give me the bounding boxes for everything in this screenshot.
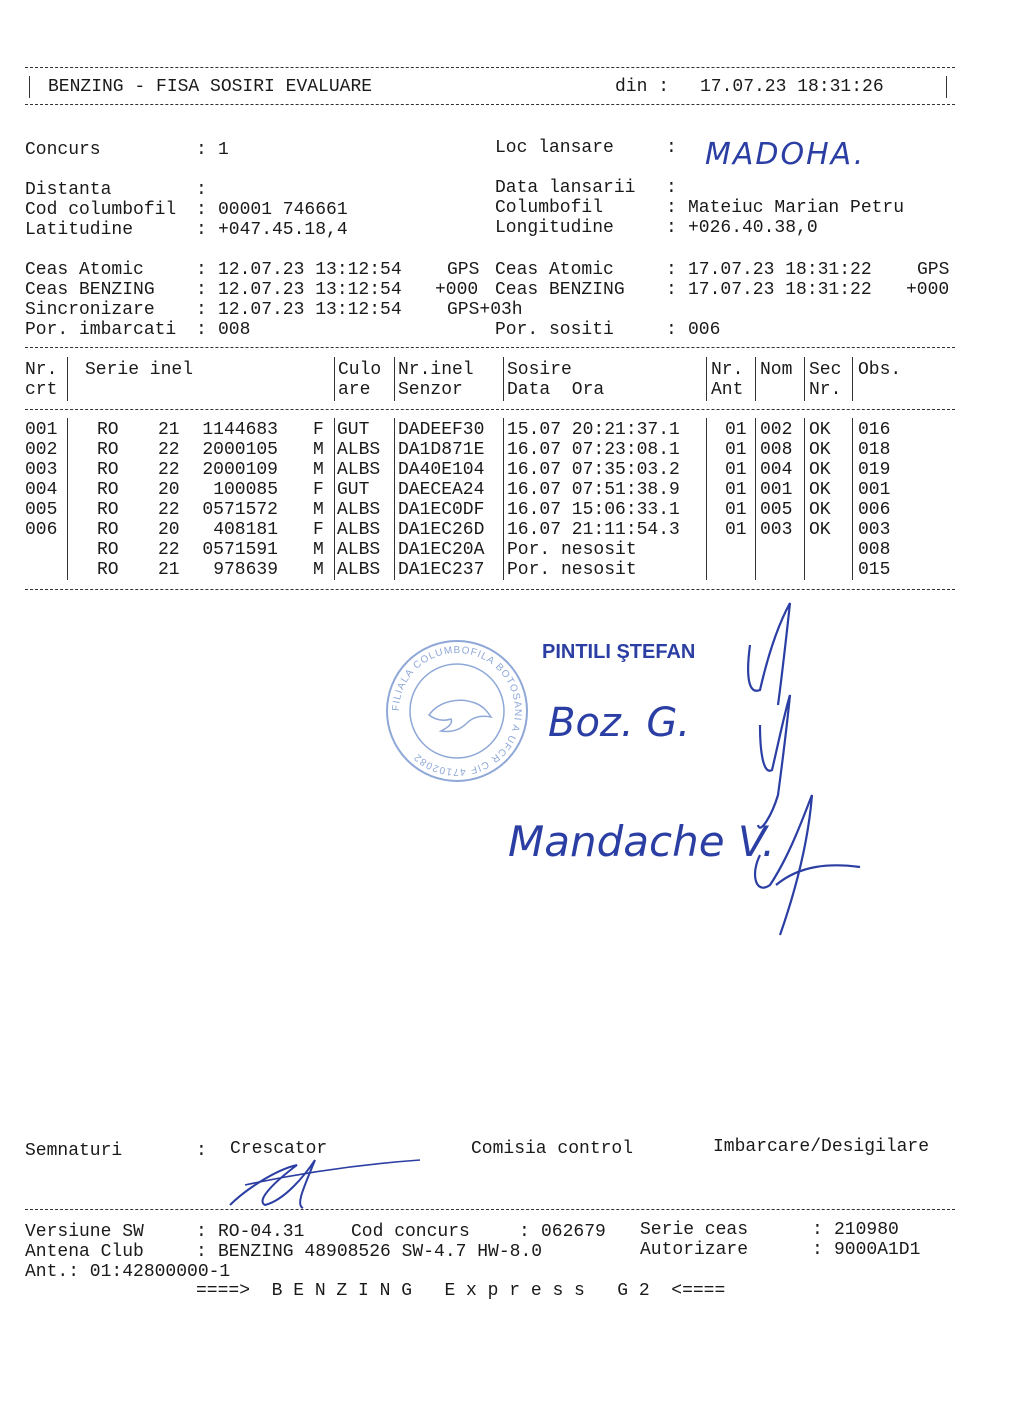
cell-inel: 1144683 xyxy=(202,420,278,440)
por-imbarcati-label: Por. imbarcati xyxy=(25,320,177,340)
loc-lansare-colon: : xyxy=(666,138,677,158)
cell-nr: 001 xyxy=(25,420,58,440)
header-top-rule xyxy=(25,67,955,68)
cell-senzor: DADEEF30 xyxy=(398,420,485,440)
columbofil-value: Mateiuc Marian Petru xyxy=(688,198,905,218)
ceas-atomic-end-suffix: GPS xyxy=(917,260,950,280)
col-ant-header-2: Ant xyxy=(711,380,744,400)
cell-an: 21 xyxy=(158,420,180,440)
columbofil-colon: : xyxy=(666,198,677,218)
autorizare-colon: : xyxy=(812,1240,823,1260)
loc-lansare-label: Loc lansare xyxy=(495,138,614,158)
cell-ant: 01 xyxy=(725,420,747,440)
ceas-atomic-start-label: Ceas Atomic xyxy=(25,260,144,280)
body-sep-4 xyxy=(503,418,504,580)
cell-an: 22 xyxy=(158,440,180,460)
latitudine-label: Latitudine xyxy=(25,220,134,240)
semnaturi-colon: : xyxy=(196,1141,207,1161)
col-senzor-header: Nr.inel xyxy=(398,360,474,380)
col-nr-header: Nr. xyxy=(25,360,58,380)
ceas-benzing-end-value: 17.07.23 18:31:22 xyxy=(688,280,872,300)
serie-ceas-value: 210980 xyxy=(834,1220,899,1240)
round-seal-stamp xyxy=(383,637,531,785)
col-sosire-header-2: Data Ora xyxy=(507,380,605,400)
cell-ant: 01 xyxy=(725,480,747,500)
cell-tara: RO xyxy=(97,500,119,520)
ceas-benzing-end-suffix: +000 xyxy=(906,280,950,300)
col-serie-header: Serie inel xyxy=(85,360,194,380)
sincronizare-label: Sincronizare xyxy=(25,300,155,320)
ceas-benzing-start-colon: : xyxy=(196,280,207,300)
latitudine-value: +047.45.18,4 xyxy=(218,220,348,240)
cell-senzor: DA40E104 xyxy=(398,460,485,480)
cell-obs: 006 xyxy=(858,500,891,520)
cell-nom: 002 xyxy=(760,420,793,440)
cod-concurs-value: 062679 xyxy=(541,1222,606,1242)
ant-line: Ant.: 01:42800000-1 xyxy=(25,1262,231,1282)
cell-tara: RO xyxy=(97,460,119,480)
cod-columbofil-label: Cod columbofil xyxy=(25,200,177,220)
cell-sosire: Por. nesosit xyxy=(507,560,637,580)
crescator-signature xyxy=(225,1150,425,1215)
cell-senzor: DAECEA24 xyxy=(398,480,485,500)
cell-sec: OK xyxy=(809,460,831,480)
body-sep-7 xyxy=(804,418,805,580)
distanta-label: Distanta xyxy=(25,180,112,200)
col-culoare-header-2: are xyxy=(338,380,371,400)
cell-an: 20 xyxy=(158,520,180,540)
cell-sec: OK xyxy=(809,480,831,500)
cell-sec: OK xyxy=(809,500,831,520)
cell-senzor: DA1D871E xyxy=(398,440,485,460)
cell-obs: 008 xyxy=(858,540,891,560)
antena-colon: : xyxy=(196,1242,207,1262)
serie-ceas-colon: : xyxy=(812,1220,823,1240)
cell-sosire: 16.07 21:11:54.3 xyxy=(507,520,680,540)
body-sep-1 xyxy=(67,418,68,580)
col-sec-header: Sec xyxy=(809,360,842,380)
autorizare-value: 9000A1D1 xyxy=(834,1240,921,1260)
concurs-value: 1 xyxy=(218,140,229,160)
cell-nr: 002 xyxy=(25,440,58,460)
longitudine-colon: : xyxy=(666,218,677,238)
ceas-benzing-end-colon: : xyxy=(666,280,677,300)
concurs-colon: : xyxy=(196,140,207,160)
ceas-benzing-end-label: Ceas BENZING xyxy=(495,280,625,300)
cell-sosire: 15.07 20:21:37.1 xyxy=(507,420,680,440)
hdr-sep-7 xyxy=(804,357,805,401)
table-header-rule xyxy=(25,409,955,410)
hdr-sep-2 xyxy=(334,357,335,401)
ceas-atomic-start-colon: : xyxy=(196,260,207,280)
col-obs-header: Obs. xyxy=(858,360,902,380)
col-sosire-header: Sosire xyxy=(507,360,572,380)
table-top-rule xyxy=(25,347,955,348)
body-sep-5 xyxy=(706,418,707,580)
body-sep-6 xyxy=(755,418,756,580)
cell-obs: 015 xyxy=(858,560,891,580)
ceas-benzing-start-suffix: +000 xyxy=(435,280,479,300)
columbofil-label: Columbofil xyxy=(495,198,604,218)
header-left-border xyxy=(29,76,30,98)
stamp-name: PINTILI ŞTEFAN xyxy=(542,641,696,663)
data-lansarii-colon: : xyxy=(666,178,677,198)
brand-line: ====> B E N Z I N G E x p r e s s G 2 <==== xyxy=(196,1281,726,1301)
header-bottom-rule xyxy=(25,104,955,105)
header-din-value: 17.07.23 18:31:26 xyxy=(700,77,884,97)
cell-tara: RO xyxy=(97,420,119,440)
cell-ant: 01 xyxy=(725,520,747,540)
antena-label: Antena Club xyxy=(25,1242,144,1262)
cell-senzor: DA1EC237 xyxy=(398,560,485,580)
cell-inel: 0571591 xyxy=(202,540,278,560)
body-sep-8 xyxy=(852,418,853,580)
body-sep-3 xyxy=(394,418,395,580)
ceas-benzing-start-value: 12.07.23 13:12:54 xyxy=(218,280,402,300)
cell-tara: RO xyxy=(97,540,119,560)
cell-sex: M xyxy=(313,540,324,560)
por-sositi-label: Por. sositi xyxy=(495,320,614,340)
ceas-benzing-start-label: Ceas BENZING xyxy=(25,280,155,300)
cell-sex: M xyxy=(313,500,324,520)
cell-sex: F xyxy=(313,520,324,540)
cell-an: 22 xyxy=(158,500,180,520)
col-senzor-header-2: Senzor xyxy=(398,380,463,400)
cell-culoare: ALBS xyxy=(337,540,381,560)
cell-nr: 004 xyxy=(25,480,58,500)
cell-sosire: Por. nesosit xyxy=(507,540,637,560)
cell-tara: RO xyxy=(97,520,119,540)
cell-nom: 004 xyxy=(760,460,793,480)
cell-senzor: DA1EC0DF xyxy=(398,500,485,520)
latitudine-colon: : xyxy=(196,220,207,240)
signature-scribbles xyxy=(720,595,880,940)
document-title: BENZING - FISA SOSIRI EVALUARE xyxy=(48,77,373,97)
distanta-colon: : xyxy=(196,180,207,200)
cell-obs: 019 xyxy=(858,460,891,480)
signature-boz: Boz. G. xyxy=(548,700,691,746)
cell-culoare: GUT xyxy=(337,480,370,500)
table-bottom-rule xyxy=(25,589,955,590)
hdr-sep-1 xyxy=(67,357,68,401)
col-nom-header: Nom xyxy=(760,360,793,380)
header-right-border xyxy=(946,76,947,98)
signature-mandache: Mandache V. xyxy=(508,817,776,866)
semnaturi-label: Semnaturi xyxy=(25,1141,123,1161)
hdr-sep-4 xyxy=(503,357,504,401)
cell-inel: 0571572 xyxy=(202,500,278,520)
hdr-sep-6 xyxy=(755,357,756,401)
cell-culoare: ALBS xyxy=(337,560,381,580)
cell-nr: 003 xyxy=(25,460,58,480)
sincronizare-colon: : xyxy=(196,300,207,320)
ceas-atomic-start-value: 12.07.23 13:12:54 xyxy=(218,260,402,280)
header-din-label: din : xyxy=(615,77,670,97)
cell-inel: 408181 xyxy=(213,520,278,540)
col-nr-header-2: crt xyxy=(25,380,58,400)
sincronizare-suffix: GPS+03h xyxy=(447,300,523,320)
cell-senzor: DA1EC26D xyxy=(398,520,485,540)
cell-culoare: GUT xyxy=(337,420,370,440)
cell-nom: 001 xyxy=(760,480,793,500)
loc-lansare-handwritten: MADOHA. xyxy=(705,137,866,172)
longitudine-value: +026.40.38,0 xyxy=(688,218,818,238)
cell-obs: 003 xyxy=(858,520,891,540)
cell-sec: OK xyxy=(809,420,831,440)
cell-sosire: 16.07 07:51:38.9 xyxy=(507,480,680,500)
cell-sosire: 16.07 15:06:33.1 xyxy=(507,500,680,520)
por-sositi-colon: : xyxy=(666,320,677,340)
cell-sex: F xyxy=(313,480,324,500)
crescator-label: Crescator xyxy=(230,1139,328,1159)
ceas-atomic-start-suffix: GPS xyxy=(447,260,480,280)
col-ant-header: Nr. xyxy=(711,360,744,380)
autorizare-label: Autorizare xyxy=(640,1240,749,1260)
seal-text: FILIALA COLUMBOFILA BOTOSANI A UFCR CIF 47102082 xyxy=(390,644,524,778)
sincronizare-value: 12.07.23 13:12:54 xyxy=(218,300,402,320)
cell-sosire: 16.07 07:35:03.2 xyxy=(507,460,680,480)
col-sec-header-2: Nr. xyxy=(809,380,842,400)
cell-obs: 001 xyxy=(858,480,891,500)
cell-tara: RO xyxy=(97,440,119,460)
cell-sex: F xyxy=(313,420,324,440)
cell-nom: 005 xyxy=(760,500,793,520)
versiune-label: Versiune SW xyxy=(25,1222,144,1242)
cell-tara: RO xyxy=(97,560,119,580)
por-sositi-value: 006 xyxy=(688,320,721,340)
comisia-label: Comisia control xyxy=(471,1139,634,1159)
cell-sex: M xyxy=(313,560,324,580)
cell-obs: 016 xyxy=(858,420,891,440)
ceas-atomic-end-value: 17.07.23 18:31:22 xyxy=(688,260,872,280)
cod-columbofil-colon: : xyxy=(196,200,207,220)
longitudine-label: Longitudine xyxy=(495,218,614,238)
por-imbarcati-colon: : xyxy=(196,320,207,340)
hdr-sep-8 xyxy=(852,357,853,401)
data-lansarii-label: Data lansarii xyxy=(495,178,636,198)
hdr-sep-5 xyxy=(706,357,707,401)
cell-ant: 01 xyxy=(725,500,747,520)
cell-inel: 2000105 xyxy=(202,440,278,460)
cell-an: 20 xyxy=(158,480,180,500)
cell-ant: 01 xyxy=(725,460,747,480)
cell-obs: 018 xyxy=(858,440,891,460)
cell-an: 22 xyxy=(158,460,180,480)
pigeon-emblem-icon xyxy=(429,700,491,731)
cell-culoare: ALBS xyxy=(337,460,381,480)
cell-inel: 978639 xyxy=(213,560,278,580)
antena-value: BENZING 48908526 SW-4.7 HW-8.0 xyxy=(218,1242,543,1262)
body-sep-2 xyxy=(334,418,335,580)
cell-an: 21 xyxy=(158,560,180,580)
cell-sosire: 16.07 07:23:08.1 xyxy=(507,440,680,460)
cod-concurs-colon: : xyxy=(519,1222,530,1242)
cod-columbofil-value: 00001 746661 xyxy=(218,200,348,220)
ceas-atomic-end-colon: : xyxy=(666,260,677,280)
footer-rule xyxy=(25,1209,955,1210)
cell-sex: M xyxy=(313,460,324,480)
ceas-atomic-end-label: Ceas Atomic xyxy=(495,260,614,280)
cell-senzor: DA1EC20A xyxy=(398,540,485,560)
cell-culoare: ALBS xyxy=(337,520,381,540)
cell-sec: OK xyxy=(809,440,831,460)
hdr-sep-3 xyxy=(394,357,395,401)
cell-sec: OK xyxy=(809,520,831,540)
serie-ceas-label: Serie ceas xyxy=(640,1220,749,1240)
imbarcare-label: Imbarcare/Desigilare xyxy=(713,1137,930,1157)
cod-concurs-label: Cod concurs xyxy=(351,1222,470,1242)
cell-nr: 005 xyxy=(25,500,58,520)
por-imbarcati-value: 008 xyxy=(218,320,251,340)
cell-culoare: ALBS xyxy=(337,440,381,460)
cell-sex: M xyxy=(313,440,324,460)
cell-inel: 100085 xyxy=(213,480,278,500)
versiune-colon: : xyxy=(196,1222,207,1242)
cell-an: 22 xyxy=(158,540,180,560)
concurs-label: Concurs xyxy=(25,140,101,160)
cell-nr: 006 xyxy=(25,520,58,540)
cell-tara: RO xyxy=(97,480,119,500)
cell-nom: 008 xyxy=(760,440,793,460)
cell-inel: 2000109 xyxy=(202,460,278,480)
cell-ant: 01 xyxy=(725,440,747,460)
cell-culoare: ALBS xyxy=(337,500,381,520)
col-culoare-header: Culo xyxy=(338,360,382,380)
versiune-value: RO-04.31 xyxy=(218,1222,305,1242)
cell-nom: 003 xyxy=(760,520,793,540)
